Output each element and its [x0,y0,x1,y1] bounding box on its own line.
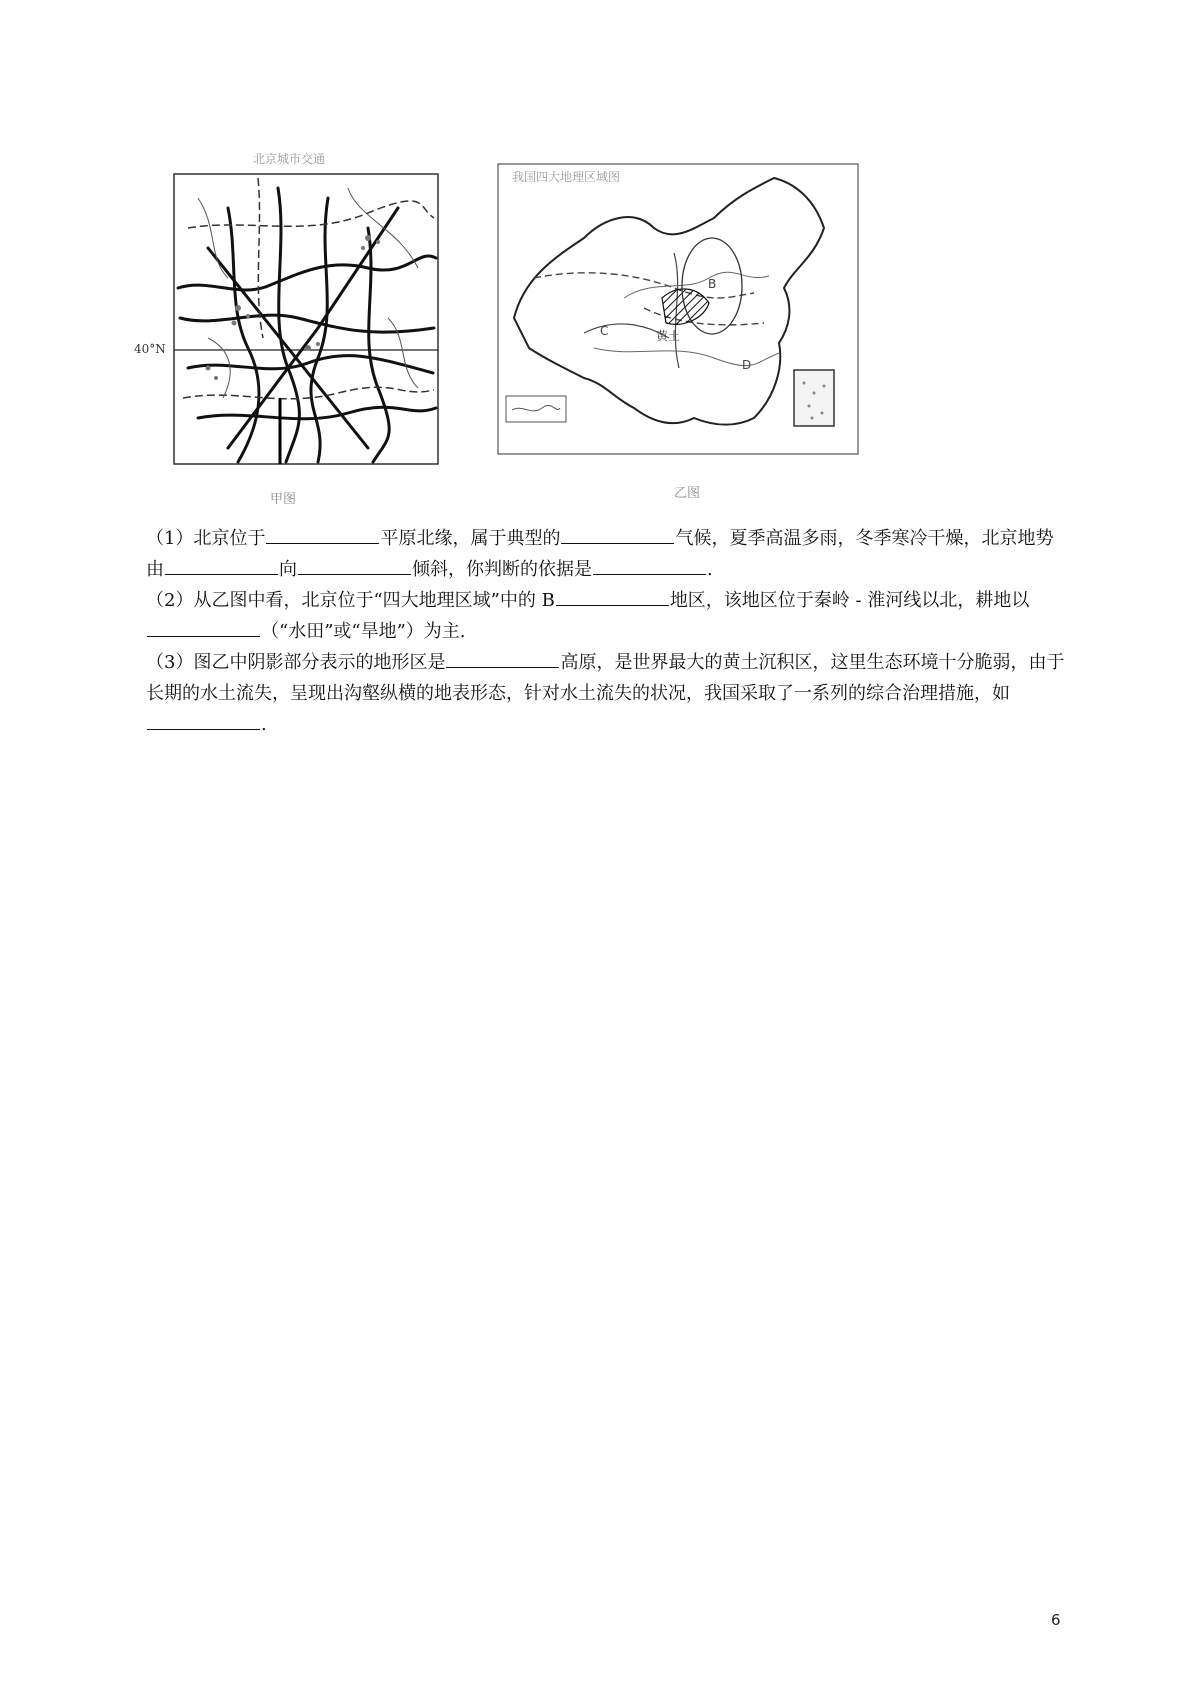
answer-blank-2[interactable] [561,523,674,544]
question-2 [146,585,1066,647]
answer-blank-5[interactable] [593,554,706,575]
answer-blank-3[interactable] [165,554,278,575]
region-label-b: B [708,277,717,291]
question-1-number: （1） [146,528,194,549]
question-1 [146,523,1066,585]
answer-blank-4[interactable] [298,554,411,575]
question-1-text-3: 气候，夏季高温多雨，冬季寒冷干燥，北京地势由 [146,528,1054,580]
figure-jia-title: 北京城市交通 [253,152,326,166]
figure-yi-title: 我国四大地理区域图 [512,170,621,184]
question-3-number: （3） [146,652,194,673]
region-label-d: D [742,358,752,372]
region-label-c: C [600,324,609,338]
answer-blank-6[interactable] [556,585,669,606]
figure-jia-map [134,150,448,510]
question-2-text-3: （“水田”或“旱地”）为主. [261,621,466,642]
page-number: 6 [1051,1611,1061,1629]
question-1-text-6: . [707,559,713,580]
answer-blank-7[interactable] [147,616,260,637]
questions-section [146,523,1066,740]
question-2-number: （2） [146,590,194,611]
question-2-text-2: 地区，该地区位于秦岭 - 淮河线以北，耕地以 [669,590,1030,611]
question-1-text-4: 向 [279,559,297,580]
beijing-map-drawing [168,168,448,488]
latitude-label-40n: 40°N [134,342,166,356]
question-1-text-1: 北京位于 [193,528,266,549]
question-2-text-1: 从乙图中看，北京位于“四大地理区域”中的 B [193,590,555,611]
question-1-text-5: 倾斜，你判断的依据是 [412,559,592,580]
region-label-loess: 黄土 [656,329,681,343]
figure-yi-caption: 乙图 [674,486,701,501]
answer-blank-9[interactable] [147,709,260,730]
question-3 [146,647,1066,740]
china-regions-map-drawing [494,158,864,478]
answer-blank-1[interactable] [266,523,379,544]
question-3-text-2: 高原，是世界最大的黄土沉积区，这里生态环境十分脆弱，由于长期的水土流失，呈现出沟壑纵横的地表形态，针对水土流失的状况，我国采取了一系列的综合治理措施，如 [146,652,1065,704]
question-3-text-1: 图乙中阴影部分表示的地形区是 [193,652,446,673]
answer-blank-8[interactable] [446,647,559,668]
question-3-text-3: . [261,714,267,735]
question-1-text-2: 平原北缘，属于典型的 [380,528,561,549]
figure-jia-caption: 甲图 [270,492,297,507]
figure-yi-map [494,150,864,510]
